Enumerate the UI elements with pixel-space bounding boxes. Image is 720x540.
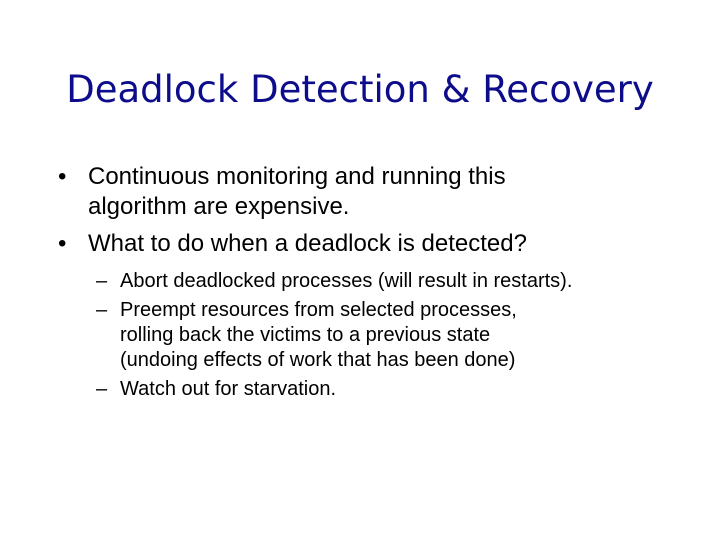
sub-bullet-marker: – bbox=[96, 299, 108, 321]
bullet-marker: • bbox=[58, 230, 67, 257]
sub-bullet-item bbox=[96, 269, 698, 294]
bullet-line: algorithm are expensive. bbox=[88, 193, 350, 220]
slide-body bbox=[58, 162, 698, 406]
slide-title: Deadlock Detection & Recovery bbox=[66, 68, 654, 111]
sub-bullet-item bbox=[96, 377, 698, 402]
sub-bullet-line: Preempt resources from selected processes, bbox=[120, 299, 517, 321]
bullet-marker: • bbox=[58, 163, 67, 190]
bullet-item bbox=[58, 229, 698, 259]
sub-bullet-line: Watch out for starvation. bbox=[120, 378, 337, 400]
sub-bullet-marker: – bbox=[96, 378, 108, 400]
sub-bullet-item bbox=[96, 298, 698, 373]
sub-bullet-marker: – bbox=[96, 270, 108, 292]
sub-bullet-line: (undoing effects of work that has been done) bbox=[120, 349, 516, 371]
bullet-item bbox=[58, 162, 698, 222]
sub-bullet-line: Abort deadlocked processes (will result in restarts). bbox=[120, 270, 573, 292]
sub-bullet-line: rolling back the victims to a previous state bbox=[120, 324, 491, 346]
bullet-line: What to do when a deadlock is detected? bbox=[88, 230, 527, 257]
bullet-line: Continuous monitoring and running this bbox=[88, 163, 506, 190]
sub-bullet-list bbox=[96, 269, 698, 402]
